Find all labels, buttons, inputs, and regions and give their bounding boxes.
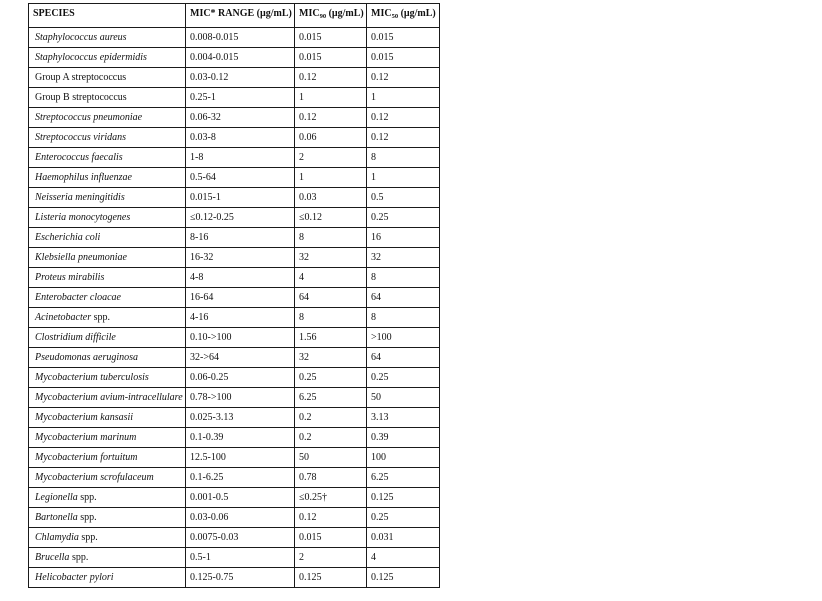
species-name: Group A streptococcus bbox=[35, 72, 127, 83]
table-row bbox=[29, 508, 440, 528]
mic50-cell: 8 bbox=[367, 268, 440, 288]
mic90-cell: 0.12 bbox=[295, 508, 367, 528]
mic-range-cell: 0.0075-0.03 bbox=[186, 528, 295, 548]
species-cell bbox=[29, 248, 186, 268]
header-mic90 bbox=[295, 4, 367, 28]
mic90-cell: 0.2 bbox=[295, 428, 367, 448]
table-row bbox=[29, 528, 440, 548]
mic90-cell: 0.015 bbox=[295, 528, 367, 548]
mic50-cell: 0.12 bbox=[367, 128, 440, 148]
species-name: Legionella bbox=[35, 492, 78, 503]
mic50-cell: 0.031 bbox=[367, 528, 440, 548]
mic50-cell: 3.13 bbox=[367, 408, 440, 428]
table-row bbox=[29, 428, 440, 448]
mic50-cell: 64 bbox=[367, 288, 440, 308]
mic-range-cell: 16-32 bbox=[186, 248, 295, 268]
header-mic-range: MIC* RANGE (µg/mL) bbox=[186, 4, 295, 28]
species-cell bbox=[29, 308, 186, 328]
mic90-cell: ≤0.12 bbox=[295, 208, 367, 228]
species-cell bbox=[29, 348, 186, 368]
mic50-cell: 6.25 bbox=[367, 468, 440, 488]
mic50-cell: 50 bbox=[367, 388, 440, 408]
table-row bbox=[29, 568, 440, 588]
mic50-cell: 0.25 bbox=[367, 368, 440, 388]
species-cell bbox=[29, 488, 186, 508]
table-row bbox=[29, 68, 440, 88]
mic50-cell: 8 bbox=[367, 148, 440, 168]
table-row bbox=[29, 208, 440, 228]
species-cell bbox=[29, 508, 186, 528]
species-cell bbox=[29, 48, 186, 68]
mic-range-cell: ≤0.12-0.25 bbox=[186, 208, 295, 228]
species-cell bbox=[29, 188, 186, 208]
mic-range-cell: 32->64 bbox=[186, 348, 295, 368]
table-row bbox=[29, 48, 440, 68]
species-name: Helicobacter pylori bbox=[35, 572, 114, 583]
species-name: Proteus mirabilis bbox=[35, 272, 105, 283]
mic-range-cell: 0.1-6.25 bbox=[186, 468, 295, 488]
mic-range-cell: 4-8 bbox=[186, 268, 295, 288]
table-body bbox=[29, 28, 440, 588]
species-suffix: spp. bbox=[91, 312, 110, 323]
table-row bbox=[29, 128, 440, 148]
species-cell bbox=[29, 128, 186, 148]
species-cell bbox=[29, 148, 186, 168]
mic50-cell: 100 bbox=[367, 448, 440, 468]
mic-range-cell: 0.1-0.39 bbox=[186, 428, 295, 448]
species-cell bbox=[29, 548, 186, 568]
species-cell bbox=[29, 168, 186, 188]
table-row bbox=[29, 188, 440, 208]
species-name: Mycobacterium tuberculosis bbox=[35, 372, 149, 383]
mic50-cell: 8 bbox=[367, 308, 440, 328]
species-suffix: spp. bbox=[77, 512, 97, 523]
mic-range-cell: 0.03-0.12 bbox=[186, 68, 295, 88]
header-mic90-unit: (µg/mL) bbox=[326, 8, 364, 19]
mic90-cell: 1 bbox=[295, 168, 367, 188]
mic90-cell: 2 bbox=[295, 148, 367, 168]
table-row bbox=[29, 28, 440, 48]
species-cell bbox=[29, 288, 186, 308]
mic-range-cell: 0.03-8 bbox=[186, 128, 295, 148]
species-cell bbox=[29, 368, 186, 388]
mic-range-cell: 0.008-0.015 bbox=[186, 28, 295, 48]
header-mic50-prefix: MIC bbox=[371, 8, 392, 19]
mic90-cell: 0.2 bbox=[295, 408, 367, 428]
table-row bbox=[29, 348, 440, 368]
mic-range-cell: 0.06-32 bbox=[186, 108, 295, 128]
species-suffix: spp. bbox=[78, 532, 98, 543]
table-row bbox=[29, 328, 440, 348]
species-name: Mycobacterium kansasii bbox=[35, 412, 134, 423]
mic50-cell: >100 bbox=[367, 328, 440, 348]
species-name: Staphylococcus aureus bbox=[35, 32, 127, 43]
table-row bbox=[29, 448, 440, 468]
species-name: Pseudomonas aeruginosa bbox=[35, 352, 139, 363]
species-name: Brucella bbox=[35, 552, 70, 563]
mic90-cell: 64 bbox=[295, 288, 367, 308]
mic50-cell: 0.125 bbox=[367, 488, 440, 508]
mic-range-cell: 12.5-100 bbox=[186, 448, 295, 468]
species-name: Klebsiella pneumoniae bbox=[35, 252, 127, 263]
mic-range-cell: 0.10->100 bbox=[186, 328, 295, 348]
mic50-cell: 0.125 bbox=[367, 568, 440, 588]
species-cell bbox=[29, 388, 186, 408]
mic50-cell: 1 bbox=[367, 88, 440, 108]
species-name: Mycobacterium fortuitum bbox=[35, 452, 138, 463]
header-mic50 bbox=[367, 4, 440, 28]
mic50-cell: 0.12 bbox=[367, 108, 440, 128]
table-row bbox=[29, 408, 440, 428]
table-row bbox=[29, 268, 440, 288]
mic90-cell: ≤0.25† bbox=[295, 488, 367, 508]
species-name: Group B streptococcus bbox=[35, 92, 127, 103]
table-row bbox=[29, 488, 440, 508]
mic50-cell: 4 bbox=[367, 548, 440, 568]
mic90-cell: 0.25 bbox=[295, 368, 367, 388]
species-name: Enterobacter cloacae bbox=[35, 292, 121, 303]
mic90-cell: 32 bbox=[295, 248, 367, 268]
table-row bbox=[29, 88, 440, 108]
table-row bbox=[29, 248, 440, 268]
table-row bbox=[29, 468, 440, 488]
species-name: Enterococcus faecalis bbox=[35, 152, 123, 163]
species-cell bbox=[29, 328, 186, 348]
header-row bbox=[29, 4, 440, 28]
table-header bbox=[29, 4, 440, 28]
mic90-cell: 2 bbox=[295, 548, 367, 568]
species-cell bbox=[29, 228, 186, 248]
mic50-cell: 1 bbox=[367, 168, 440, 188]
mic90-cell: 0.12 bbox=[295, 68, 367, 88]
mic90-cell: 1 bbox=[295, 88, 367, 108]
mic50-cell: 0.5 bbox=[367, 188, 440, 208]
mic-range-cell: 1-8 bbox=[186, 148, 295, 168]
mic90-cell: 0.78 bbox=[295, 468, 367, 488]
mic-range-cell: 16-64 bbox=[186, 288, 295, 308]
mic50-cell: 0.015 bbox=[367, 48, 440, 68]
mic-range-cell: 0.78->100 bbox=[186, 388, 295, 408]
species-cell bbox=[29, 528, 186, 548]
table-row bbox=[29, 148, 440, 168]
mic50-cell: 0.25 bbox=[367, 508, 440, 528]
species-cell bbox=[29, 268, 186, 288]
table-row bbox=[29, 168, 440, 188]
mic90-cell: 8 bbox=[295, 228, 367, 248]
header-mic90-subscript: 90 bbox=[319, 13, 327, 20]
mic50-cell: 0.39 bbox=[367, 428, 440, 448]
species-cell bbox=[29, 408, 186, 428]
species-name: Mycobacterium avium-intracellulare bbox=[35, 392, 183, 403]
header-species: SPECIES bbox=[29, 4, 186, 28]
mic50-cell: 32 bbox=[367, 248, 440, 268]
mic-range-cell: 0.25-1 bbox=[186, 88, 295, 108]
mic-range-cell: 0.03-0.06 bbox=[186, 508, 295, 528]
header-mic50-subscript: 50 bbox=[391, 13, 399, 20]
mic90-cell: 6.25 bbox=[295, 388, 367, 408]
species-name: Haemophilus influenzae bbox=[35, 172, 132, 183]
header-mic90-prefix: MIC bbox=[299, 8, 320, 19]
mic-range-cell: 0.06-0.25 bbox=[186, 368, 295, 388]
mic-range-cell: 0.001-0.5 bbox=[186, 488, 295, 508]
mic90-cell: 8 bbox=[295, 308, 367, 328]
table-row bbox=[29, 228, 440, 248]
species-cell bbox=[29, 208, 186, 228]
species-name: Escherichia coli bbox=[35, 232, 101, 243]
mic-range-cell: 0.015-1 bbox=[186, 188, 295, 208]
species-suffix: spp. bbox=[77, 492, 97, 503]
species-cell bbox=[29, 468, 186, 488]
header-mic50-unit: (µg/mL) bbox=[398, 8, 436, 19]
mic-range-cell: 0.5-1 bbox=[186, 548, 295, 568]
mic50-cell: 0.015 bbox=[367, 28, 440, 48]
species-cell bbox=[29, 108, 186, 128]
species-name: Acinetobacter bbox=[35, 312, 92, 323]
mic90-cell: 32 bbox=[295, 348, 367, 368]
species-name: Mycobacterium scrofulaceum bbox=[35, 472, 154, 483]
mic-range-cell: 8-16 bbox=[186, 228, 295, 248]
mic90-cell: 4 bbox=[295, 268, 367, 288]
mic50-cell: 0.12 bbox=[367, 68, 440, 88]
species-cell bbox=[29, 428, 186, 448]
table-row bbox=[29, 288, 440, 308]
table-row bbox=[29, 388, 440, 408]
species-cell bbox=[29, 28, 186, 48]
species-cell bbox=[29, 68, 186, 88]
mic-range-cell: 4-16 bbox=[186, 308, 295, 328]
species-name: Listeria monocytogenes bbox=[35, 212, 131, 223]
mic90-cell: 0.06 bbox=[295, 128, 367, 148]
species-cell bbox=[29, 448, 186, 468]
mic50-cell: 64 bbox=[367, 348, 440, 368]
mic90-cell: 0.03 bbox=[295, 188, 367, 208]
mic50-cell: 16 bbox=[367, 228, 440, 248]
mic90-cell: 0.015 bbox=[295, 48, 367, 68]
species-name: Chlamydia bbox=[35, 532, 79, 543]
species-name: Neisseria meningitidis bbox=[35, 192, 125, 203]
species-suffix: spp. bbox=[69, 552, 89, 563]
mic50-cell: 0.25 bbox=[367, 208, 440, 228]
species-name: Streptococcus viridans bbox=[35, 132, 127, 143]
table-row bbox=[29, 368, 440, 388]
mic-table bbox=[28, 3, 440, 588]
mic90-cell: 0.125 bbox=[295, 568, 367, 588]
species-name: Clostridium difficile bbox=[35, 332, 116, 343]
table-row bbox=[29, 548, 440, 568]
mic90-cell: 0.12 bbox=[295, 108, 367, 128]
mic-range-cell: 0.025-3.13 bbox=[186, 408, 295, 428]
mic-range-cell: 0.125-0.75 bbox=[186, 568, 295, 588]
species-cell bbox=[29, 568, 186, 588]
mic90-cell: 50 bbox=[295, 448, 367, 468]
mic90-cell: 1.56 bbox=[295, 328, 367, 348]
mic-range-cell: 0.004-0.015 bbox=[186, 48, 295, 68]
species-name: Streptococcus pneumoniae bbox=[35, 112, 143, 123]
species-name: Bartonella bbox=[35, 512, 78, 523]
mic-range-cell: 0.5-64 bbox=[186, 168, 295, 188]
species-cell bbox=[29, 88, 186, 108]
mic90-cell: 0.015 bbox=[295, 28, 367, 48]
table-row bbox=[29, 308, 440, 328]
species-name: Staphylococcus epidermidis bbox=[35, 52, 147, 63]
species-name: Mycobacterium marinum bbox=[35, 432, 137, 443]
table-row bbox=[29, 108, 440, 128]
